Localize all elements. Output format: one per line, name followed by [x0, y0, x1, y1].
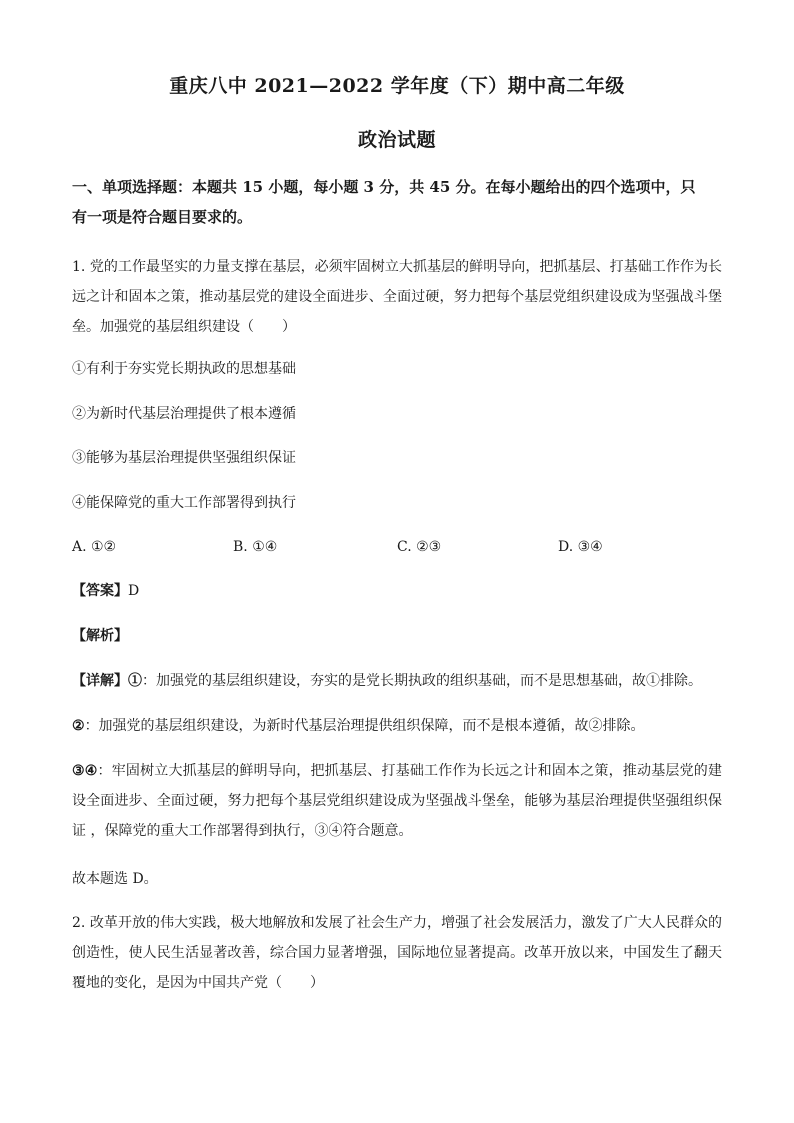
detail-3-text: ：牢固树立大抓基层的鲜明导向，把抓基层、打基础工作作为长远之计和固本之策，推动基层党的建设全面进步、全面过硬，努力把每个基层党组织建设成为坚强战斗堡垒，能够为基层治理提供坚强组织保证 ，保障党的重大工作部署得到执行，③④符合题意。 [72, 763, 722, 839]
section-heading-line2: 有一项是符合题目要求的。 [72, 208, 253, 226]
q1-conclusion: 故本题选 D。 [72, 871, 158, 887]
q1-answer [72, 581, 722, 601]
q1-analysis-heading [72, 626, 722, 646]
q1-statement-4: ④能保障党的重大工作部署得到执行 [72, 495, 296, 511]
answer-value: D [128, 583, 140, 599]
detail-3-lead: ③④ [72, 763, 98, 779]
q1-statement-2: ②为新时代基层治理提供了根本遵循 [72, 406, 296, 422]
exam-subtitle: 政治试题 [357, 129, 436, 151]
detail-1-lead: ① [128, 673, 142, 689]
exam-title: 重庆八中 2021—2022 学年度（下）期中高二年级 [169, 75, 625, 97]
document-page [72, 0, 722, 1123]
q1-detail-3 [72, 756, 722, 846]
question-1-stem: 1. 党的工作最坚实的力量支撑在基层，必须牢固树立大抓基层的鲜明导向，把抓基层、打基础工作作为长远之计和固本之策，推动基层党的建设全面进步、全面过硬，努力把每个基层党组织建设成为坚强战斗堡垒。加强党的基层组织建设（ ） [72, 259, 722, 335]
q1-statement-3: ③能够为基层治理提供坚强组织保证 [72, 450, 296, 466]
q1-detail-1 [72, 671, 722, 691]
q1-option-c: C. ②③ [397, 539, 442, 555]
detail-tag: 【详解】 [72, 673, 128, 689]
detail-1-text: ：加强党的基层组织建设，夯实的是党长期执政的组织基础，而不是思想基础，故①排除。 [142, 673, 702, 689]
q1-option-d: D. ③④ [558, 539, 603, 555]
q1-option-b: B. ①④ [233, 539, 278, 555]
section-heading-line1: 一、单项选择题：本题共 15 小题，每小题 3 分，共 45 分。在每小题给出的四个选项中，只 [72, 178, 696, 196]
analysis-tag: 【解析】 [72, 628, 128, 644]
q1-option-a: A. ①② [72, 539, 117, 555]
question-2-stem: 2. 改革开放的伟大实践，极大地解放和发展了社会生产力，增强了社会发展活力，激发了广大人民群众的创造性，使人民生活显著改善，综合国力显著增强，国际地位显著提高。改革开放以来，中国发生了翻天覆地的变化，是因为中国共产党（ ） [72, 915, 722, 991]
q1-detail-2 [72, 716, 722, 736]
answer-tag: 【答案】 [72, 583, 128, 599]
q1-statement-1: ①有利于夯实党长期执政的思想基础 [72, 361, 296, 377]
detail-2-lead: ② [72, 718, 85, 734]
detail-2-text: ：加强党的基层组织建设，为新时代基层治理提供组织保障，而不是根本遵循，故②排除。 [84, 718, 645, 734]
